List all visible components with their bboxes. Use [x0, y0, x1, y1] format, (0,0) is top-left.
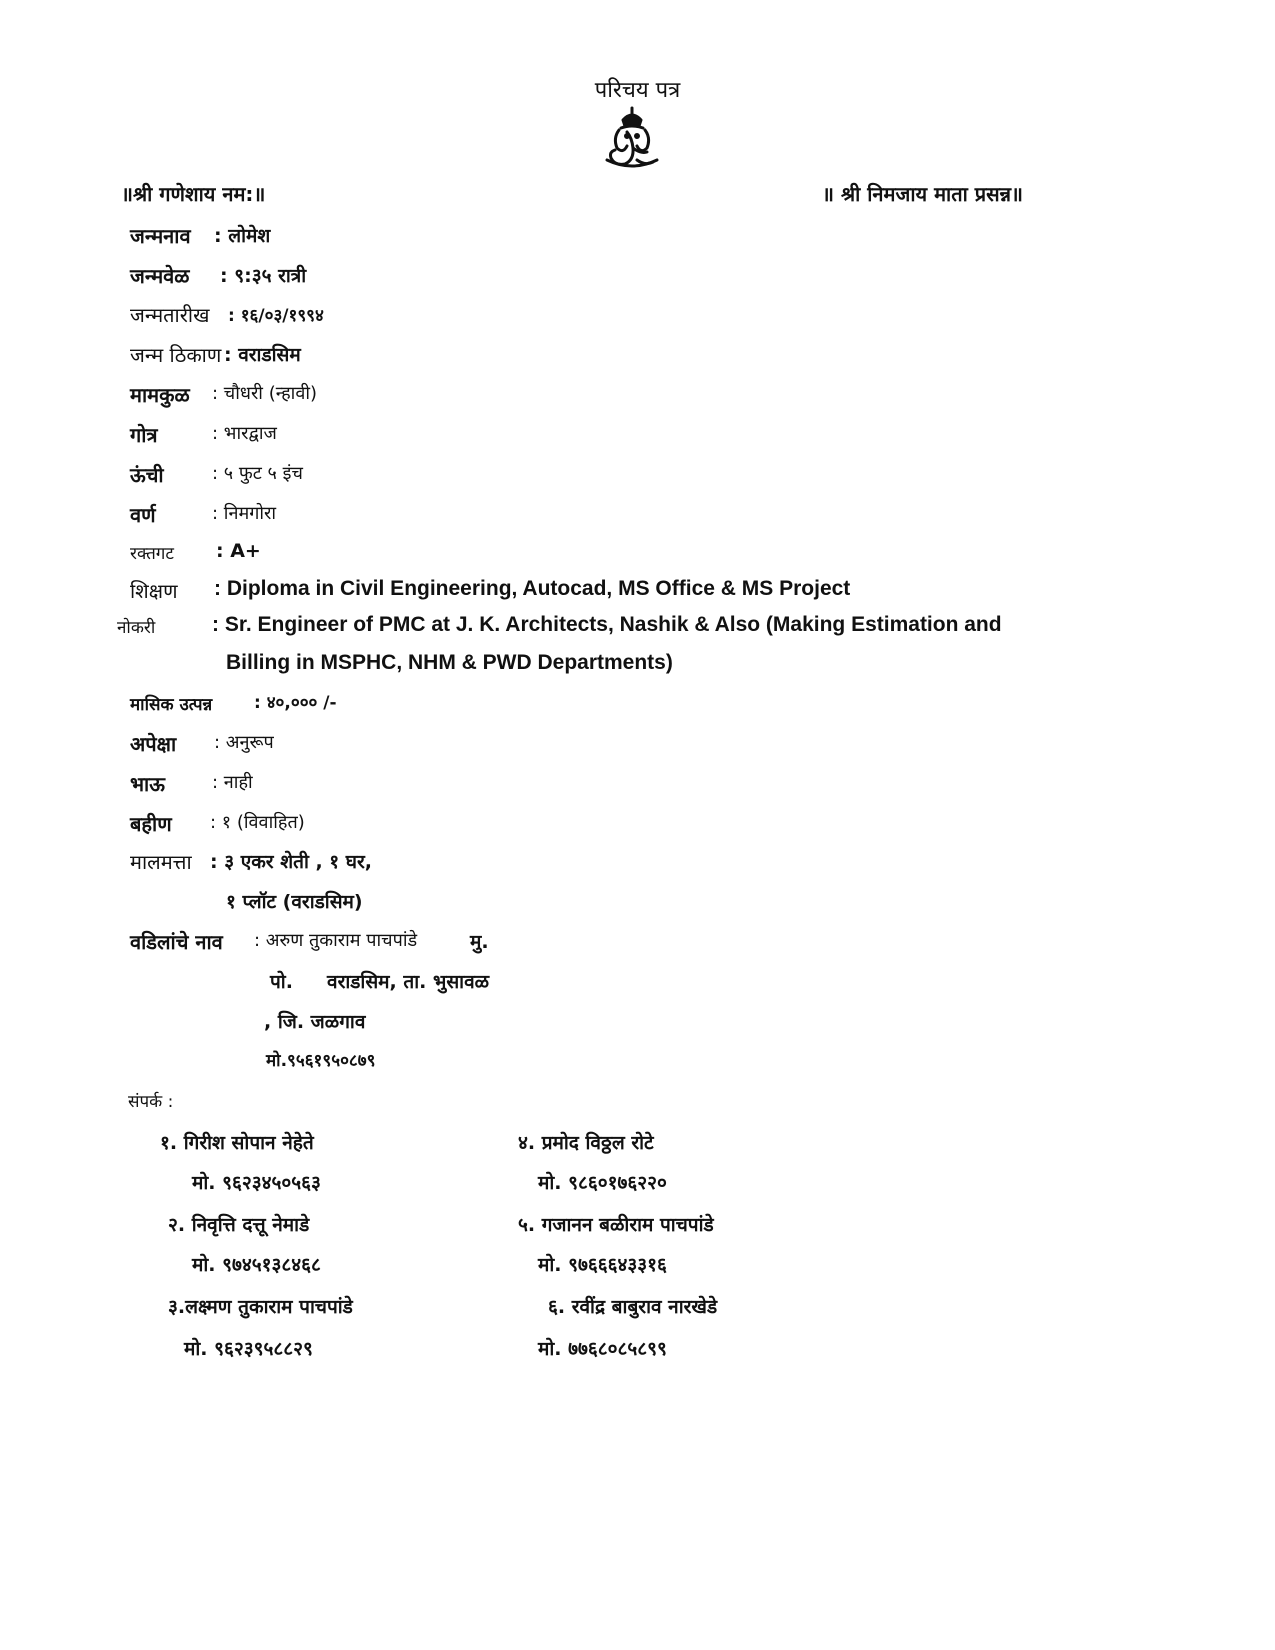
header-left-blessing: ॥श्री गणेशाय नम:॥	[121, 182, 266, 206]
value-unchi: : ५ फुट ५ इंच	[212, 463, 303, 484]
contact-mobile: मो. ९७४५१३८४६८	[192, 1254, 321, 1276]
label-janmatarikh: जन्मतारीख	[130, 303, 210, 327]
header-right-blessing: ॥ श्री निमजाय माता प्रसन्न॥	[822, 182, 1024, 206]
contact-mobile: मो. ९८६०१७६२२०	[538, 1172, 667, 1194]
label-unchi: ऊंची	[130, 463, 164, 487]
value-shikshan: : Diploma in Civil Engineering, Autocad, MS Office & MS Project	[214, 577, 851, 600]
value-vadil-name: : अरुण तुकाराम पाचपांडे	[254, 930, 418, 951]
value-vadil-mobile: मो.९५६१९५०८७९	[266, 1051, 376, 1071]
label-janmavel: जन्मवेळ	[130, 264, 190, 288]
contact-name: ६. रवींद्र बाबुराव नारखेडे	[548, 1296, 718, 1318]
label-masik-utpanna: मासिक उत्पन्न	[130, 695, 213, 715]
contact-name: ४. प्रमोद विठ्ठल रोटे	[518, 1132, 654, 1154]
value-apeksha: : अनुरूप	[214, 732, 274, 753]
value-janmavel: : ९:३५ रात्री	[220, 265, 307, 287]
value-janmatarikh: : १६/०३/१९९४	[228, 306, 324, 326]
label-nokari: नोकरी	[117, 618, 156, 638]
label-mamkul: मामकुळ	[130, 383, 190, 407]
value-mamkul: : चौधरी (न्हावी)	[212, 383, 318, 404]
contact-name: ३.लक्ष्मण तुकाराम पाचपांडे	[168, 1296, 353, 1318]
value-vadil-address1: वराडसिम, ता. भुसावळ	[327, 971, 490, 993]
label-janma-thikan: जन्म ठिकाण	[130, 343, 222, 367]
value-raktagat: : A+	[216, 540, 261, 562]
value-bahin: : १ (विवाहित)	[210, 812, 305, 833]
contacts-label: संपर्क :	[128, 1092, 174, 1112]
value-bhau: : नाही	[212, 772, 253, 793]
value-varn: : निमगोरा	[212, 503, 277, 524]
label-shikshan: शिक्षण	[130, 579, 178, 603]
contact-name: ५. गजानन बळीराम पाचपांडे	[518, 1214, 714, 1236]
label-varn: वर्ण	[130, 503, 156, 527]
value-gotra: : भारद्वाज	[212, 423, 277, 444]
label-bahin: बहीण	[130, 812, 172, 836]
value-vadil-address2: , जि. जळगाव	[264, 1011, 366, 1033]
label-gotra: गोत्र	[130, 423, 158, 447]
value-malmatta-line1: : ३ एकर शेती , १ घर,	[210, 851, 373, 873]
page-title: परिचय पत्र	[594, 78, 681, 103]
ganesha-icon	[597, 104, 667, 172]
value-vadil-mu: मु.	[470, 931, 489, 953]
value-masik-utpanna: : ४०,००० /-	[254, 693, 337, 713]
label-vadil: वडिलांचे नाव	[130, 930, 223, 954]
value-malmatta-line2: १ प्लॉट (वराडसिम)	[226, 891, 363, 913]
contact-mobile: मो. ९६२३४५०५६३	[192, 1172, 321, 1194]
value-vadil-po: पो.	[270, 971, 293, 993]
contact-mobile: मो. ९६२३९५८८२९	[184, 1338, 313, 1360]
label-bhau: भाऊ	[130, 772, 165, 796]
label-malmatta: मालमत्ता	[130, 850, 192, 874]
value-janmanav: : लोमेश	[214, 225, 271, 247]
label-raktagat: रक्तगट	[130, 544, 174, 564]
contact-name: १. गिरीश सोपान नेहेते	[160, 1132, 314, 1154]
value-nokari-line2: Billing in MSPHC, NHM & PWD Departments)	[226, 651, 673, 674]
label-apeksha: अपेक्षा	[130, 732, 177, 756]
value-nokari-line1: : Sr. Engineer of PMC at J. K. Architects, Nashik & Also (Making Estimation and	[212, 613, 1002, 636]
label-janmanav: जन्मनाव	[130, 224, 191, 248]
contact-name: २. निवृत्ति दत्तू नेमाडे	[168, 1214, 310, 1236]
value-janma-thikan: : वराडसिम	[224, 344, 301, 366]
contact-mobile: मो. ७७६८०८५८९९	[538, 1338, 667, 1360]
contact-mobile: मो. ९७६६६४३३१६	[538, 1254, 667, 1276]
